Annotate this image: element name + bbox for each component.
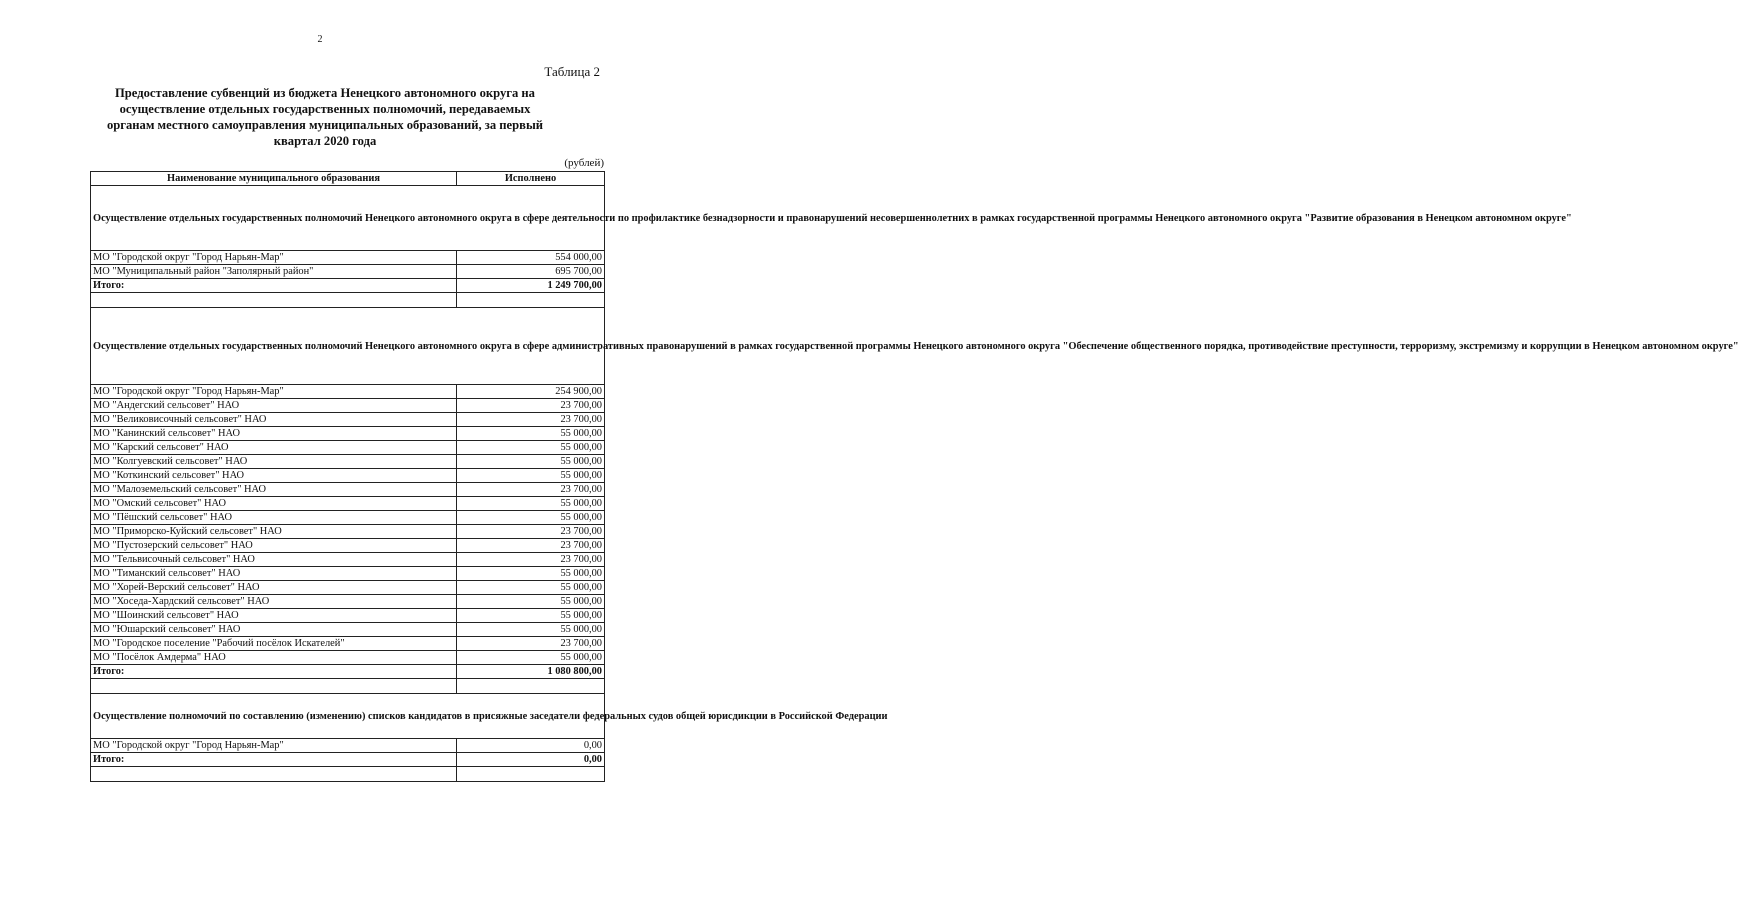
amount-value: 55 000,00: [457, 469, 605, 483]
document-title: Предоставление субвенций из бюджета Ненецкого автономного округа на осуществление отдельных государственных полномочий, передаваемых органам местного самоуправления муниципальных образований, за первый квартал 2020 года: [106, 86, 544, 148]
amount-value: 23 700,00: [457, 413, 605, 427]
municipality-name: МО "Канинский сельсовет" НАО: [91, 427, 457, 441]
header-row: [91, 172, 605, 186]
amount-value: 55 000,00: [457, 441, 605, 455]
municipality-name: МО "Малоземельский сельсовет" НАО: [91, 483, 457, 497]
municipality-name: МО "Пёшский сельсовет" НАО: [91, 511, 457, 525]
table-row: [91, 623, 605, 637]
table-row: [91, 525, 605, 539]
municipality-name: МО "Хоседа-Хардский сельсовет" НАО: [91, 595, 457, 609]
table-body: [91, 186, 1739, 782]
currency-unit: (рублей): [564, 157, 604, 169]
total-value: 1 080 800,00: [457, 665, 605, 679]
table-row: [91, 595, 605, 609]
total-row: [91, 665, 605, 679]
municipality-name: МО "Юшарский сельсовет" НАО: [91, 623, 457, 637]
spacer-cell: [457, 679, 605, 694]
section-heading: Осуществление отдельных государственных полномочий Ненецкого автономного округа в сфере административных правонарушений в рамках государственной программы Ненецкого автономного округа "Обеспечение общественного порядка, противодействие преступности, терроризму, экстремизму и коррупции в Ненецком автономном округе": [91, 308, 605, 385]
subsidies-table: [90, 171, 1739, 782]
table-row: [91, 483, 605, 497]
spacer-row: [91, 293, 605, 308]
amount-value: 55 000,00: [457, 567, 605, 581]
spacer-cell: [457, 293, 605, 308]
municipality-name: МО "Городское поселение "Рабочий посёлок Искателей": [91, 637, 457, 651]
table-row: [91, 413, 605, 427]
amount-value: 55 000,00: [457, 581, 605, 595]
amount-value: 55 000,00: [457, 651, 605, 665]
table-row: [91, 511, 605, 525]
table-row: [91, 251, 605, 265]
table-row: [91, 441, 605, 455]
municipality-name: МО "Великовисочный сельсовет" НАО: [91, 413, 457, 427]
municipality-name: МО "Тельвисочный сельсовет" НАО: [91, 553, 457, 567]
municipality-name: МО "Тиманский сельсовет" НАО: [91, 567, 457, 581]
municipality-name: МО "Андегский сельсовет" НАО: [91, 399, 457, 413]
total-row: [91, 753, 605, 767]
amount-value: 55 000,00: [457, 595, 605, 609]
total-label: Итого:: [91, 665, 457, 679]
spacer-cell: [457, 767, 605, 782]
amount-value: 23 700,00: [457, 483, 605, 497]
section-heading-row: [91, 186, 605, 251]
municipality-name: МО "Пустозерский сельсовет" НАО: [91, 539, 457, 553]
table-row: [91, 567, 605, 581]
table-row: [91, 609, 605, 623]
amount-value: 23 700,00: [457, 553, 605, 567]
column-header-name: Наименование муниципального образования: [91, 172, 457, 186]
table-row: [91, 399, 605, 413]
municipality-name: МО "Посёлок Амдерма" НАО: [91, 651, 457, 665]
amount-value: 55 000,00: [457, 427, 605, 441]
table-row: [91, 469, 605, 483]
amount-value: 23 700,00: [457, 399, 605, 413]
spacer-cell: [91, 679, 457, 694]
municipality-name: МО "Омский сельсовет" НАО: [91, 497, 457, 511]
municipality-name: МО "Городской округ "Город Нарьян-Мар": [91, 385, 457, 399]
amount-value: 23 700,00: [457, 539, 605, 553]
spacer-cell: [91, 767, 457, 782]
section-heading-row: [91, 308, 605, 385]
spacer-row: [91, 767, 605, 782]
table-row: [91, 637, 605, 651]
table-row: [91, 455, 605, 469]
amount-value: 554 000,00: [457, 251, 605, 265]
table-label: Таблица 2: [544, 64, 600, 79]
column-header-value: Исполнено: [457, 172, 605, 186]
table-row: [91, 539, 605, 553]
total-row: [91, 279, 605, 293]
section-heading: Осуществление отдельных государственных полномочий Ненецкого автономного округа в сфере деятельности по профилактике безнадзорности и правонарушений несовершеннолетних в рамках государственной программы Ненецкого автономного округа "Развитие образования в Ненецком автономном округе": [91, 186, 605, 251]
page-number: 2: [317, 34, 323, 45]
amount-value: 695 700,00: [457, 265, 605, 279]
amount-value: 0,00: [457, 739, 605, 753]
total-value: 0,00: [457, 753, 605, 767]
amount-value: 55 000,00: [457, 455, 605, 469]
spacer-row: [91, 679, 605, 694]
amount-value: 23 700,00: [457, 637, 605, 651]
municipality-name: МО "Хорей-Верский сельсовет" НАО: [91, 581, 457, 595]
amount-value: 23 700,00: [457, 525, 605, 539]
municipality-name: МО "Карский сельсовет" НАО: [91, 441, 457, 455]
municipality-name: МО "Городской округ "Город Нарьян-Мар": [91, 739, 457, 753]
table-row: [91, 427, 605, 441]
total-label: Итого:: [91, 753, 457, 767]
municipality-name: МО "Городской округ "Город Нарьян-Мар": [91, 251, 457, 265]
amount-value: 55 000,00: [457, 497, 605, 511]
municipality-name: МО "Приморско-Куйский сельсовет" НАО: [91, 525, 457, 539]
table-row: [91, 581, 605, 595]
section-heading-row: [91, 694, 605, 739]
table-row: [91, 385, 605, 399]
table-row: [91, 265, 605, 279]
spacer-cell: [91, 293, 457, 308]
table-row: [91, 651, 605, 665]
amount-value: 55 000,00: [457, 623, 605, 637]
amount-value: 254 900,00: [457, 385, 605, 399]
municipality-name: МО "Шоинский сельсовет" НАО: [91, 609, 457, 623]
table-row: [91, 553, 605, 567]
amount-value: 55 000,00: [457, 609, 605, 623]
amount-value: 55 000,00: [457, 511, 605, 525]
municipality-name: МО "Муниципальный район "Заполярный район": [91, 265, 457, 279]
municipality-name: МО "Коткинский сельсовет" НАО: [91, 469, 457, 483]
section-heading: Осуществление полномочий по составлению (изменению) списков кандидатов в присяжные заседатели федеральных судов общей юрисдикции в Российской Федерации: [91, 694, 605, 739]
municipality-name: МО "Колгуевский сельсовет" НАО: [91, 455, 457, 469]
table-row: [91, 497, 605, 511]
table-row: [91, 739, 605, 753]
total-label: Итого:: [91, 279, 457, 293]
total-value: 1 249 700,00: [457, 279, 605, 293]
